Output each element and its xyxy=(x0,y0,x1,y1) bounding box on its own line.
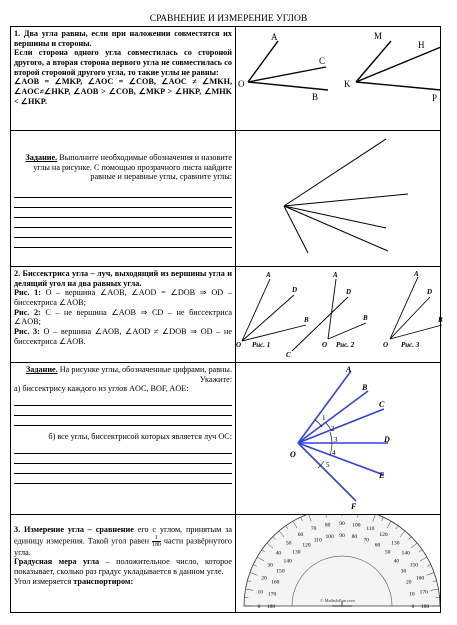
section1-angles-figure xyxy=(236,27,448,127)
svg-text:D: D xyxy=(346,288,352,296)
fig3-explanation: Рис. 3: O – вершина ∠AOB, ∠AOD ≠ ∠DOB ⇒ OD – не биссектриса ∠AOB. xyxy=(14,327,232,346)
section1-examples: ∠AOB = ∠MKP, ∠AOC = ∠COB, ∠AOC ≠ ∠MKH, ∠AOC≠∠HKP, ∠AOB > ∠COB, ∠MKP > ∠HKP, ∠MHK < ∠HKP. xyxy=(14,77,232,106)
svg-text:A: A xyxy=(346,365,352,374)
protractor-scale-label: 180 xyxy=(266,604,276,609)
protractor-scale-label: 130 xyxy=(292,549,301,556)
task2-question-b: б) все углы, биссектрисой которых является луч OC: xyxy=(48,432,232,442)
section2-text-cell xyxy=(11,267,236,363)
svg-text:O: O xyxy=(290,450,296,459)
measurement-definition: 3. Измерение угла – сравнение его с углом, принятым за единицу измерения. Такой угол равен $\frac{1}{180}$ части развёрнутого угла. xyxy=(14,525,233,557)
protractor-scale-label: 80 xyxy=(324,522,331,529)
protractor-scale-label: 50 xyxy=(285,540,292,547)
svg-text:5: 5 xyxy=(326,461,330,469)
protractor-scale-label: 60 xyxy=(297,532,304,539)
section2-figure-cell xyxy=(236,267,441,363)
page-title: СРАВНЕНИЕ И ИЗМЕРЕНИЕ УГЛОВ xyxy=(149,14,308,24)
svg-text:A: A xyxy=(414,270,419,278)
svg-text:O: O xyxy=(236,341,242,349)
svg-text:O: O xyxy=(383,341,389,349)
protractor-scale-label: 0 xyxy=(411,604,415,609)
protractor-credit: © MathsIsFun.com xyxy=(320,598,355,603)
task1-text-cell xyxy=(11,131,236,267)
task2-text-cell xyxy=(11,363,236,515)
svg-text:B: B xyxy=(362,383,368,392)
svg-text:2: 2 xyxy=(331,425,335,433)
protractor-scale-label: 120 xyxy=(379,532,388,539)
svg-text:F: F xyxy=(351,502,357,511)
svg-text:4: 4 xyxy=(332,449,336,457)
worksheet-table xyxy=(10,26,441,613)
ray-KP xyxy=(356,82,441,90)
task2-text: На рисунке углы, обозначенные цифрами, равны. Укажите: xyxy=(59,365,232,384)
protractor-scale-label: 90 xyxy=(339,521,345,527)
svg-text:A: A xyxy=(266,271,271,279)
svg-text:D: D xyxy=(427,288,433,296)
protractor-scale-label: 170 xyxy=(419,589,428,596)
section3-text-cell xyxy=(11,515,236,613)
protractor-scale-label: 20 xyxy=(261,575,267,582)
label-K: K xyxy=(344,79,351,89)
section1-text-cell xyxy=(11,27,236,131)
protractor-scale-label: 140 xyxy=(283,558,292,565)
svg-text:C: C xyxy=(286,351,291,359)
task1-rays-figure xyxy=(236,131,448,263)
ray-KH xyxy=(356,47,441,82)
protractor-scale-label: 170 xyxy=(267,591,277,598)
protractor-image xyxy=(236,515,448,609)
ray-OC xyxy=(248,67,326,82)
protractor-scale-label: 110 xyxy=(313,537,322,544)
section1-inequality-rule: Если сторона одного угла совместилась со стороной другого, а вторая сторона первого угла не совместилась со второй стороной другого угла, то такие углы не равны: xyxy=(14,48,232,77)
task2-lines-a xyxy=(14,396,232,426)
protractor-scale-label: 100 xyxy=(352,522,361,529)
label-C: C xyxy=(319,56,326,66)
protractor-scale-label: 70 xyxy=(310,526,317,533)
protractor-scale-label: 90 xyxy=(339,533,345,539)
protractor-scale-label: 10 xyxy=(257,589,264,596)
protractor-scale-label: 100 xyxy=(325,534,334,541)
protractor-scale-label: 80 xyxy=(351,534,358,541)
task1-answer-lines xyxy=(14,188,232,248)
fig2-explanation: Рис. 2: C – не вершина ∠AOB ⇒ CD – не биссектриса ∠AOB; xyxy=(14,307,233,327)
fig1-explanation: Рис. 1: O – вершина ∠AOB, ∠AOD = ∠DOB ⇒ OD – биссектриса ∠AOB; xyxy=(14,288,232,308)
label-M: M xyxy=(374,31,383,41)
protractor-scale-label: 150 xyxy=(276,568,285,575)
fig1-caption: Рис. 1 xyxy=(252,341,271,349)
one-over-180-fraction: $\frac{1}{180}$ xyxy=(151,534,161,548)
protractor-intro: Угол измеряется транспортиром: xyxy=(14,576,134,586)
task1-text: Выполните необходимые обозначения и назовите углы на рисунке. С помощью прозрачного листа найдите равные и неравные углы, сравните углы: xyxy=(33,153,232,182)
protractor-scale-label: 30 xyxy=(267,562,273,569)
task1-figure-cell xyxy=(236,131,441,267)
label-A: A xyxy=(271,32,278,42)
svg-text:E: E xyxy=(379,471,385,480)
svg-text:B: B xyxy=(304,316,309,324)
task2-figure-cell xyxy=(236,363,441,515)
protractor-scale-label: 140 xyxy=(401,550,410,557)
protractor-scale-label: 180 xyxy=(420,604,430,609)
protractor-scale-label: 120 xyxy=(302,542,311,549)
label-H: H xyxy=(418,40,425,50)
ray-OB xyxy=(248,82,328,90)
svg-text:D: D xyxy=(384,435,390,444)
task2-question-a: а) биссектрису каждого из углов AOC, BOF, AOE: xyxy=(14,384,189,394)
fig3-caption: Рис. 3 xyxy=(401,341,420,349)
protractor-scale-label: 150 xyxy=(409,562,419,569)
svg-text:3: 3 xyxy=(334,436,338,444)
protractor-scale-label: 40 xyxy=(275,550,282,557)
ray-OA xyxy=(248,41,278,82)
task1-heading: Задание. xyxy=(25,153,58,162)
label-P: P xyxy=(432,93,438,103)
ray-KM xyxy=(356,41,391,82)
task2-heading: Задание. xyxy=(25,365,58,374)
protractor-cell xyxy=(236,515,441,613)
bisector-figures xyxy=(236,267,448,359)
svg-text:A: A xyxy=(333,271,338,279)
label-O: O xyxy=(238,79,245,89)
section1-definition: 1. Два угла равны, если при наложении совместятся их вершины и стороны. xyxy=(14,29,232,48)
protractor-scale-label: 50 xyxy=(384,549,391,556)
task2-lines-b xyxy=(14,444,232,484)
protractor-scale-label: 70 xyxy=(363,537,370,544)
protractor-scale-label: 110 xyxy=(366,526,375,533)
protractor-scale-label: 160 xyxy=(415,575,425,582)
section1-figure-cell xyxy=(236,27,441,131)
protractor-scale-label: 20 xyxy=(405,579,412,586)
svg-text:B: B xyxy=(438,316,443,324)
svg-text:C: C xyxy=(379,400,385,409)
protractor-scale-label: 160 xyxy=(271,579,280,586)
svg-text:B: B xyxy=(363,314,368,322)
bisector-definition: 2. Биссектриса угла – луч, выходящий из вершины угла и делящий угол на два равных угла. xyxy=(14,269,232,288)
protractor-scale-label: 40 xyxy=(393,558,400,565)
protractor-scale-label: 60 xyxy=(374,542,381,549)
protractor-scale-label: 0 xyxy=(257,604,261,609)
svg-text:D: D xyxy=(292,286,298,294)
fig2-caption: Рис. 2 xyxy=(336,341,355,349)
label-B: B xyxy=(312,92,319,102)
protractor-scale-label: 130 xyxy=(391,540,400,547)
degree-definition: Градусная мера угла – положительное число, которое показывает, сколько раз градус укладывается в данном угле. xyxy=(14,557,233,577)
bisector-task-figure xyxy=(236,363,448,511)
svg-text:O: O xyxy=(322,341,328,349)
protractor-scale-label: 30 xyxy=(400,568,407,575)
svg-text:1: 1 xyxy=(322,414,326,422)
protractor-scale-label: 10 xyxy=(409,591,415,598)
